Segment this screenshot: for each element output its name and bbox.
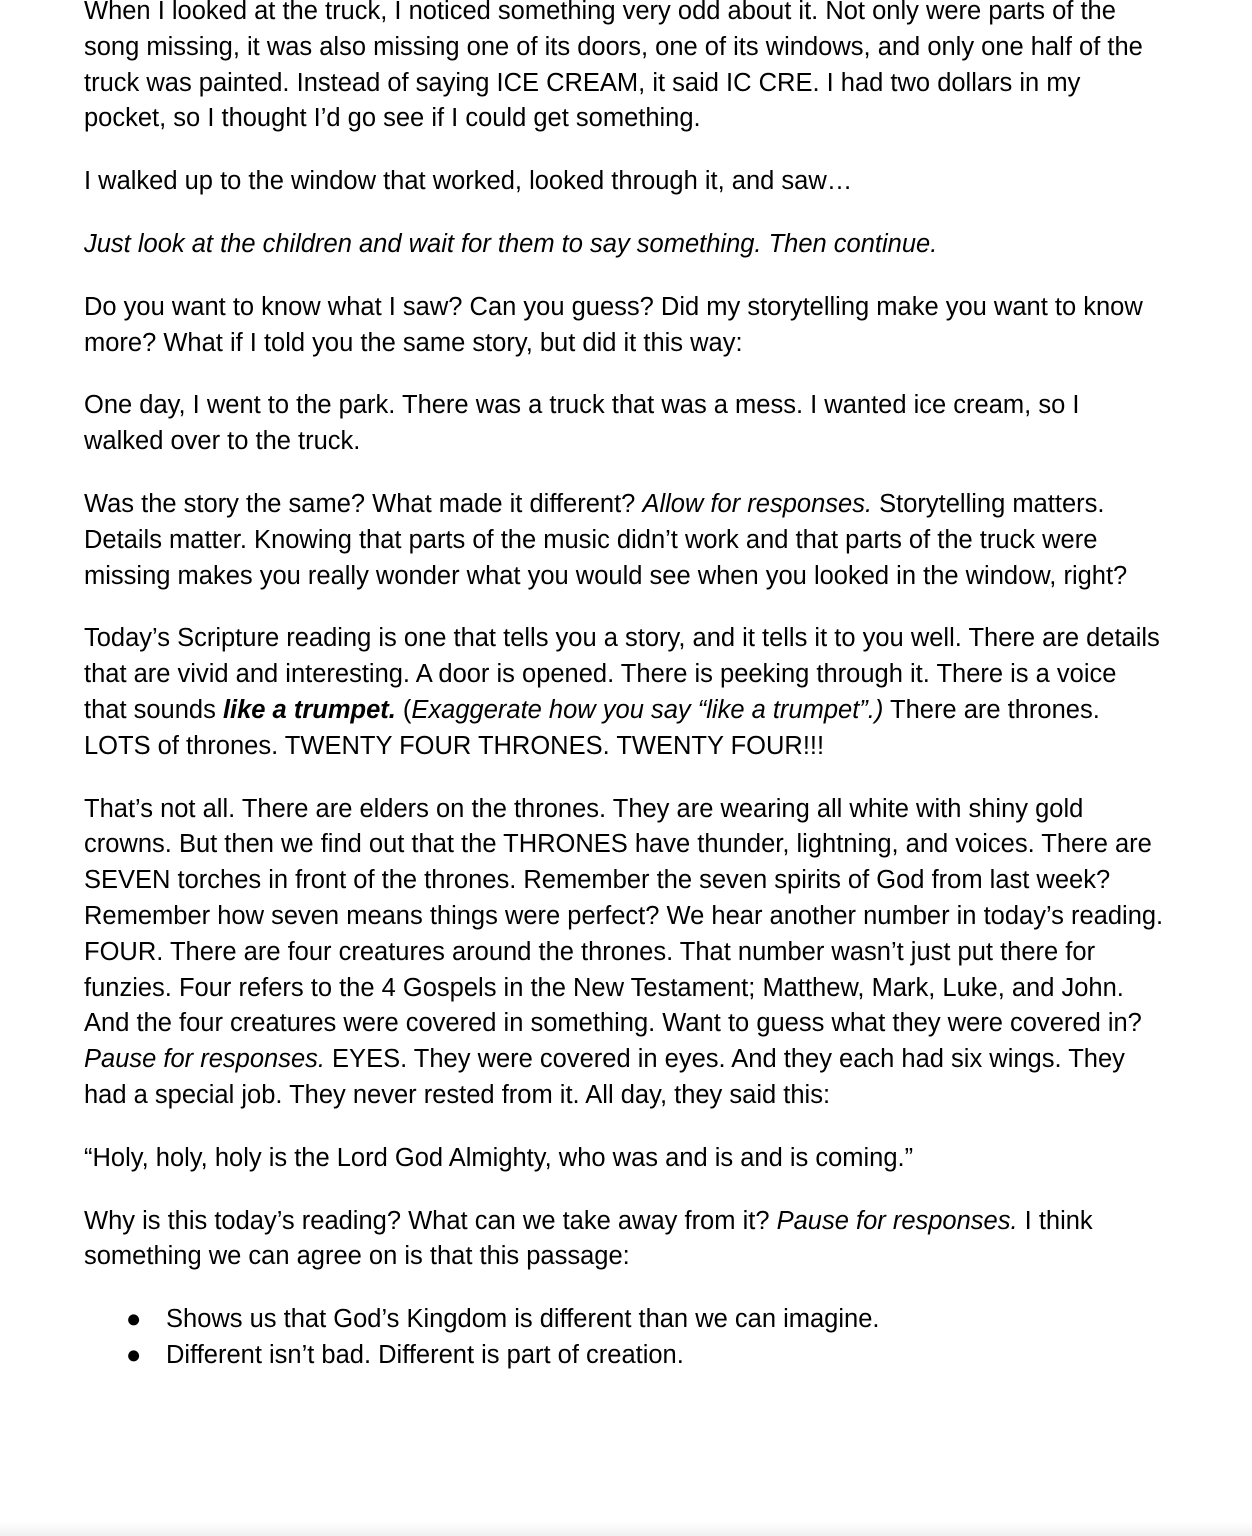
bullet-icon: ●: [126, 1305, 142, 1334]
stage-direction-allow-responses: Allow for responses.: [642, 489, 873, 518]
list-item: [84, 1302, 1164, 1338]
quote-holy-holy-holy: “Holy, holy, holy is the Lord God Almighty, who was and is and is coming.”: [84, 1143, 914, 1172]
list-item: [84, 1338, 1164, 1374]
list-item-text: Different isn’t bad. Different is part of creation.: [166, 1340, 684, 1369]
paragraph-window: I walked up to the window that worked, looked through it, and saw…: [84, 167, 853, 196]
stage-direction-wait: Just look at the children and wait for them to say something. Then continue.: [84, 229, 938, 258]
text-segment: I think something we can agree on is that this passage:: [84, 1206, 1093, 1271]
bullet-list: [84, 1302, 1164, 1374]
stage-direction-pause-responses: Pause for responses.: [776, 1206, 1018, 1235]
list-item-text: Shows us that God’s Kingdom is different than we can imagine.: [166, 1305, 880, 1334]
document-page: [84, 0, 1164, 1374]
paragraph-takeaway: [84, 1204, 1164, 1276]
page-bottom-edge: [0, 1522, 1252, 1536]
stage-direction-pause-responses: Pause for responses.: [84, 1045, 325, 1074]
paragraph-elders-and-creatures: [84, 792, 1164, 1114]
text-segment: Today’s Scripture reading is one that tells you a story, and it tells it to you well. There are details that are vivid and interesting. A door is opened. There is peeking through it. There is a voice that sounds: [84, 624, 1160, 724]
text-segment: Storytelling matters. Details matter. Knowing that parts of the music didn’t work and that parts of the truck were missing makes you really wonder what you would see when you looked in the window, right?: [84, 489, 1128, 590]
bullet-icon: ●: [126, 1340, 142, 1369]
emphasis-like-a-trumpet: like a trumpet.: [222, 695, 396, 724]
text-segment: (: [395, 695, 412, 724]
paragraph-questions: Do you want to know what I saw? Can you guess? Did my storytelling make you want to know more? What if I told you the same story, but did it this way:: [84, 292, 1143, 357]
text-segment: That’s not all. There are elders on the thrones. They are wearing all white with shiny gold crowns. But then we find out that the THRONES have thunder, lightning, and voices. There are SEVEN torches in front of the thrones. Remember the seven spirits of God from last week? Remember how seven means things were perfect? We hear another number in today’s reading. FOUR. There are four creatures around the thrones. That number wasn’t just put there for funzies. Four refers to the 4 Gospels in the New Testament; Matthew, Mark, Luke, and John. And the four creatures were covered in something. Want to guess what they were covered in?: [84, 794, 1164, 1038]
text-segment: There are thrones. LOTS of thrones. TWENTY FOUR THRONES. TWENTY FOUR!!!: [84, 695, 1100, 760]
text-segment: Was the story the same? What made it different?: [84, 489, 643, 518]
paragraph-storytelling-matters: [84, 487, 1164, 594]
stage-direction-exaggerate: Exaggerate how you say “like a trumpet”.): [411, 695, 884, 724]
text-segment: EYES. They were covered in eyes. And they each had six wings. They had a special job. They never rested from it. All day, they said this:: [84, 1045, 1125, 1109]
paragraph-truck-description: When I looked at the truck, I noticed something very odd about it. Not only were parts of the song missing, it was also missing one of its doors, one of its windows, and only one half of the truck was painted. Instead of saying ICE CREAM, it said IC CRE. I had two dollars in my pocket, so I thought I’d go see if I could get something.: [84, 0, 1143, 133]
text-segment: Why is this today’s reading? What can we take away from it?: [84, 1206, 777, 1235]
paragraph-scripture-reading: [84, 621, 1164, 764]
paragraph-alternate-story: One day, I went to the park. There was a truck that was a mess. I wanted ice cream, so I walked over to the truck.: [84, 391, 1080, 456]
